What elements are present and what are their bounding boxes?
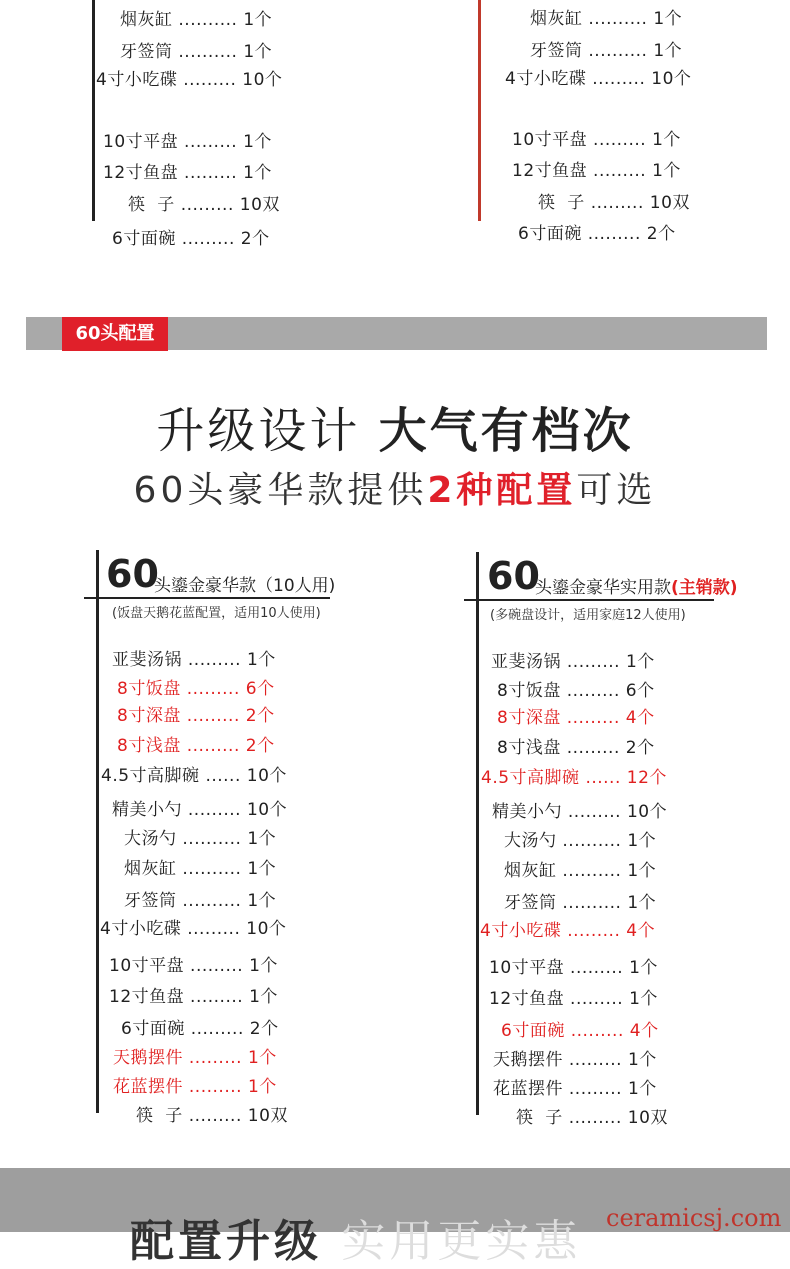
footer-title-b: 实用更实惠 — [341, 1216, 582, 1267]
footer-title — [130, 1205, 581, 1269]
right-pkg-desc: (多碗盘设计，适用家庭12人使用) — [490, 608, 686, 623]
list-item: 烟灰缸 .......... 1个 — [124, 859, 277, 879]
right-pkg-tag: (主销款) — [671, 578, 738, 598]
right-pkg-name — [535, 573, 738, 598]
top-right-divider — [478, 0, 481, 221]
list-item: 4寸小吃碟 ......... 10个 — [505, 69, 692, 89]
list-item: 6寸面碗 ......... 4个 — [501, 1021, 659, 1041]
list-item: 亚斐汤锅 ......... 1个 — [112, 650, 276, 670]
section-banner-tag: 60头配置 — [62, 317, 168, 351]
list-item: 天鹅摆件 ......... 1个 — [493, 1050, 657, 1070]
footer-title-a: 配置升级 — [130, 1216, 342, 1267]
list-item: 12寸鱼盘 ......... 1个 — [512, 161, 681, 181]
list-item: 12寸鱼盘 ......... 1个 — [103, 163, 272, 183]
list-item: 筷 子 ......... 10双 — [538, 193, 690, 213]
list-item: 12寸鱼盘 ......... 1个 — [489, 989, 658, 1009]
headline-part2: 大气有档次 — [378, 403, 634, 459]
list-item: 花蓝摆件 ......... 1个 — [113, 1077, 277, 1097]
left-pkg-divider — [96, 550, 99, 1113]
list-item: 筷 子 ......... 10双 — [136, 1106, 288, 1126]
list-item: 烟灰缸 .......... 1个 — [120, 10, 273, 30]
list-item: 8寸饭盘 ......... 6个 — [117, 679, 275, 699]
list-item: 烟灰缸 .......... 1个 — [530, 9, 683, 29]
list-item: 8寸浅盘 ......... 2个 — [497, 738, 655, 758]
left-pkg-underline — [84, 597, 330, 599]
list-item: 12寸鱼盘 ......... 1个 — [109, 987, 278, 1007]
right-pkg-name-text: 头鎏金豪华实用款 — [535, 578, 671, 598]
right-pkg-divider — [476, 552, 479, 1115]
list-item: 筷 子 ......... 10双 — [128, 195, 280, 215]
list-item: 6寸面碗 ......... 2个 — [121, 1019, 279, 1039]
left-pkg-number: 60 — [106, 552, 159, 596]
left-pkg-name: 头鎏金豪华款（10人用) — [154, 576, 336, 596]
list-item: 10寸平盘 ......... 1个 — [103, 132, 272, 152]
list-item: 牙签筒 .......... 1个 — [504, 893, 657, 913]
list-item: 筷 子 ......... 10双 — [516, 1108, 668, 1128]
top-left-divider — [92, 0, 95, 221]
list-item: 亚斐汤锅 ......... 1个 — [491, 652, 655, 672]
headline-part1: 升级设计 — [156, 403, 379, 459]
list-item: 4.5寸高脚碗 ...... 12个 — [481, 768, 667, 788]
subheadline-highlight: 2种配置 — [427, 470, 577, 511]
left-pkg-desc: (饭盘天鹅花蓝配置，适用10人使用) — [112, 606, 321, 621]
list-item: 牙签筒 .......... 1个 — [120, 42, 273, 62]
list-item: 4寸小吃碟 ......... 10个 — [96, 70, 283, 90]
list-item: 8寸浅盘 ......... 2个 — [117, 736, 275, 756]
subheadline-c: 可选 — [576, 470, 657, 511]
list-item: 4寸小吃碟 ......... 4个 — [480, 921, 656, 941]
list-item: 牙签筒 .......... 1个 — [530, 41, 683, 61]
list-item: 天鹅摆件 ......... 1个 — [113, 1048, 277, 1068]
list-item: 烟灰缸 .......... 1个 — [504, 861, 657, 881]
list-item: 4.5寸高脚碗 ...... 10个 — [101, 766, 287, 786]
list-item: 4寸小吃碟 ......... 10个 — [100, 919, 287, 939]
list-item: 花蓝摆件 ......... 1个 — [493, 1079, 657, 1099]
right-pkg-number: 60 — [487, 554, 540, 598]
list-item: 精美小勺 ......... 10个 — [112, 800, 288, 820]
watermark: ceramicsj.com — [606, 1204, 782, 1232]
list-item: 牙签筒 .......... 1个 — [124, 891, 277, 911]
list-item: 6寸面碗 ......... 2个 — [112, 229, 270, 249]
list-item: 6寸面碗 ......... 2个 — [518, 224, 676, 244]
list-item: 大汤勺 .......... 1个 — [124, 829, 277, 849]
list-item: 10寸平盘 ......... 1个 — [109, 956, 278, 976]
list-item: 精美小勺 ......... 10个 — [492, 802, 668, 822]
list-item: 大汤勺 .......... 1个 — [504, 831, 657, 851]
list-item: 10寸平盘 ......... 1个 — [512, 130, 681, 150]
subheadline — [0, 462, 790, 513]
list-item: 8寸深盘 ......... 2个 — [117, 706, 275, 726]
subheadline-a: 60头豪华款提供 — [133, 470, 428, 511]
list-item: 10寸平盘 ......... 1个 — [489, 958, 658, 978]
list-item: 8寸饭盘 ......... 6个 — [497, 681, 655, 701]
right-pkg-underline — [464, 599, 714, 601]
list-item: 8寸深盘 ......... 4个 — [497, 708, 655, 728]
headline — [0, 392, 790, 461]
